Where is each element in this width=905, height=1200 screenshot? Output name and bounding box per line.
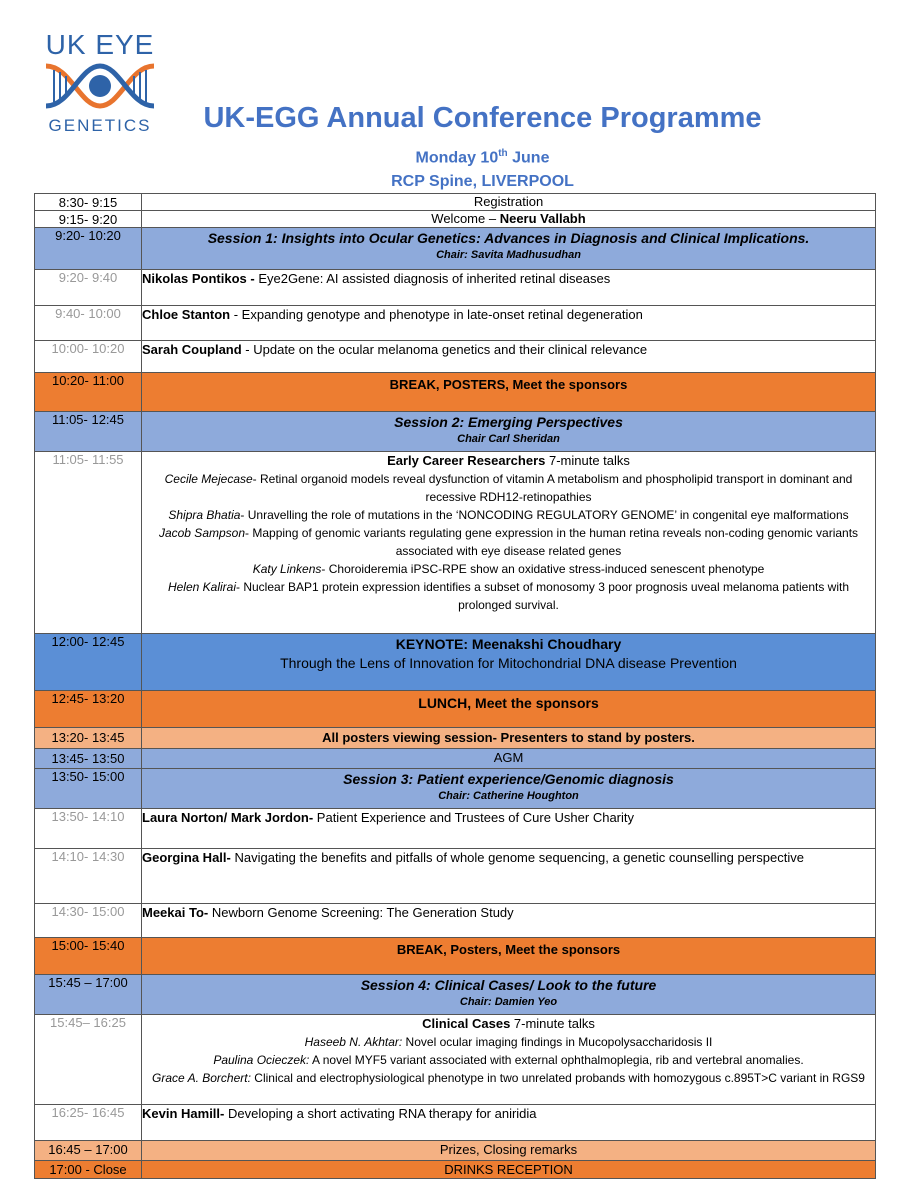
talk-cell: Nikolas Pontikos - Eye2Gene: AI assisted diagnosis of inherited retinal diseases [142,270,876,306]
time-cell: 12:45- 13:20 [35,691,142,728]
lunch-cell: LUNCH, Meet the sponsors [142,691,876,728]
time-cell: 13:45- 13:50 [35,749,142,769]
time-cell: 16:45 – 17:00 [35,1141,142,1161]
time-cell: 9:15- 9:20 [35,211,142,228]
page-title: UK-EGG Annual Conference Programme [203,102,762,134]
posters-cell: All posters viewing session- Presenters to stand by posters. [142,728,876,749]
event-date: Monday 10th June [415,148,550,167]
clinical-cases-talks [142,1015,876,1105]
time-cell: 10:00- 10:20 [35,341,142,373]
time-cell: 9:20- 9:40 [35,270,142,306]
talk-cell: Sarah Coupland - Update on the ocular melanoma genetics and their clinical relevance [142,341,876,373]
table-row [35,1161,876,1179]
table-row [35,809,876,849]
table-row [35,270,876,306]
session-1-header: Session 1: Insights into Ocular Genetics: Advances in Diagnosis and Clinical Implications. Chair: Savita Madhusudhan [142,228,876,270]
table-row [35,749,876,769]
table-row [35,412,876,452]
talk-cell: Meekai To- Newborn Genome Screening: The Generation Study [142,904,876,938]
time-cell: 15:45 – 17:00 [35,975,142,1015]
time-cell: 16:25- 16:45 [35,1105,142,1141]
table-row [35,849,876,904]
logo-text-uk-eye: UK EYE [45,29,155,60]
talk-cell: Laura Norton/ Mark Jordon- Patient Experience and Trustees of Cure Usher Charity [142,809,876,849]
registration-cell: Registration [142,194,876,211]
clinical-cases-heading: Clinical Cases 7-minute talks [422,1016,595,1031]
list-item: Paulina Ocieczek: A novel MYF5 variant associated with external ophthalmoplegia, rib and vertebral anomalies. [213,1053,804,1067]
table-row [35,728,876,749]
keynote-cell: KEYNOTE: Meenakshi Choudhary Through the Lens of Innovation for Mitochondrial DNA disease Prevention [142,634,876,691]
time-cell: 14:10- 14:30 [35,849,142,904]
table-row [35,1141,876,1161]
table-row [35,975,876,1015]
list-item: Helen Kalirai- Nuclear BAP1 protein expression identifies a subset of monosomy 3 poor prognosis uveal melanoma patients with prolonged survival. [167,580,850,612]
table-row [35,769,876,809]
time-cell: 9:40- 10:00 [35,306,142,341]
break-cell: BREAK, POSTERS, Meet the sponsors [142,373,876,412]
talk-cell: Georgina Hall- Navigating the benefits and pitfalls of whole genome sequencing, a genetic counselling perspective [142,849,876,904]
table-row [35,341,876,373]
time-cell: 9:20- 10:20 [35,228,142,270]
time-cell: 15:00- 15:40 [35,938,142,975]
table-row [35,1105,876,1141]
break-cell: BREAK, Posters, Meet the sponsors [142,938,876,975]
table-row [35,634,876,691]
drinks-cell: DRINKS RECEPTION [142,1161,876,1179]
session-3-header: Session 3: Patient experience/Genomic diagnosis Chair: Catherine Houghton [142,769,876,809]
time-cell: 17:00 - Close [35,1161,142,1179]
dna-eye-icon [40,58,160,116]
list-item: Jacob Sampson- Mapping of genomic variants regulating gene expression in the human retina reveals non-coding genomic variants associated with eye disease related genes [158,526,859,558]
time-cell: 15:45– 16:25 [35,1015,142,1105]
time-cell: 13:20- 13:45 [35,728,142,749]
early-career-talks [142,452,876,634]
time-cell: 11:05- 11:55 [35,452,142,634]
table-row [35,691,876,728]
time-cell: 12:00- 12:45 [35,634,142,691]
table-row [35,904,876,938]
programme-table [34,193,876,1179]
agm-cell: AGM [142,749,876,769]
time-cell: 14:30- 15:00 [35,904,142,938]
welcome-cell: Welcome – Neeru Vallabh [142,211,876,228]
list-item: Haseeb N. Akhtar: Novel ocular imaging findings in Mucopolysaccharidosis II [304,1035,713,1049]
list-item: Grace A. Borchert: Clinical and electrophysiological phenotype in two unrelated probands with homozygous c.895T>C variant in RGS9 [152,1071,865,1085]
time-cell: 13:50- 15:00 [35,769,142,809]
logo-text-genetics: GENETICS [48,116,152,135]
table-row [35,228,876,270]
list-item: Katy Linkens- Choroideremia iPSC-RPE show an oxidative stress-induced senescent phenotype [252,562,765,576]
table-row [35,452,876,634]
time-cell: 11:05- 12:45 [35,412,142,452]
prizes-cell: Prizes, Closing remarks [142,1141,876,1161]
session-4-header: Session 4: Clinical Cases/ Look to the future Chair: Damien Yeo [142,975,876,1015]
time-cell: 8:30- 9:15 [35,194,142,211]
list-item: Cecile Mejecase- Retinal organoid models reveal dysfunction of vitamin A metabolism and phospholipid transport in dominant and recessive RDH12-retinopathies [164,472,853,504]
table-row [35,1015,876,1105]
ecr-heading: Early Career Researchers 7-minute talks [387,453,630,468]
event-venue: RCP Spine, LIVERPOOL [391,173,574,191]
table-row [35,373,876,412]
session-2-header: Session 2: Emerging Perspectives Chair Carl Sheridan [142,412,876,452]
table-row [35,194,876,211]
talk-cell: Chloe Stanton - Expanding genotype and phenotype in late-onset retinal degeneration [142,306,876,341]
uk-eye-genetics-logo [40,30,160,138]
list-item: Shipra Bhatia- Unravelling the role of mutations in the ‘NONCODING REGULATORY GENOME’ in congenital eye malformations [168,508,849,522]
talk-cell: Kevin Hamill- Developing a short activating RNA therapy for aniridia [142,1105,876,1141]
table-row [35,938,876,975]
table-row [35,211,876,228]
table-row [35,306,876,341]
time-cell: 10:20- 11:00 [35,373,142,412]
time-cell: 13:50- 14:10 [35,809,142,849]
event-date-venue [150,142,815,194]
